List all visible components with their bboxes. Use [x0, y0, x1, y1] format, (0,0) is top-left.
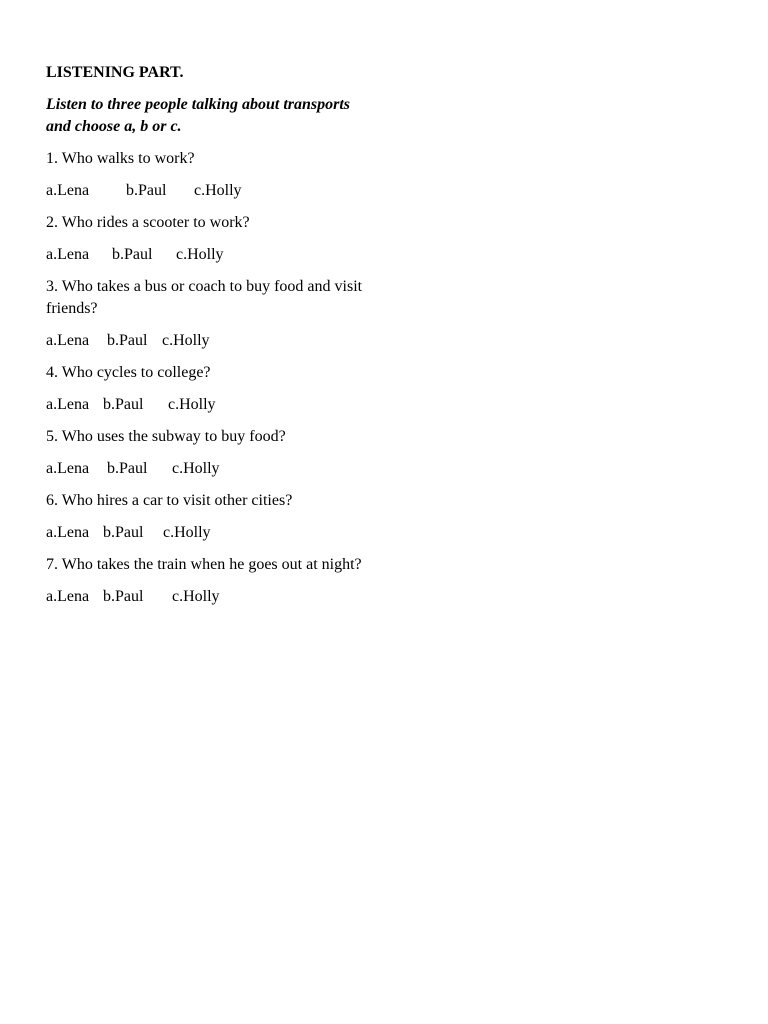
option-a: a.Lena	[46, 396, 90, 413]
answer-options	[46, 394, 376, 416]
option-a: a.Lena	[46, 460, 90, 477]
question-block	[46, 212, 376, 266]
question-text: 4. Who cycles to college?	[46, 364, 211, 381]
option-b: b.Paul	[107, 460, 148, 477]
instruction-text: Listen to three people talking about transports and choose a, b or c.	[46, 96, 351, 135]
option-b: b.Paul	[103, 524, 144, 541]
question-block	[46, 362, 376, 416]
option-a: a.Lena	[46, 588, 90, 605]
question-text: 7. Who takes the train when he goes out at night?	[46, 556, 362, 573]
option-c: c.Holly	[163, 524, 211, 541]
question-text: 5. Who uses the subway to buy food?	[46, 428, 286, 445]
option-c: c.Holly	[168, 396, 216, 413]
answer-options	[46, 458, 376, 480]
question-text: 2. Who rides a scooter to work?	[46, 214, 250, 231]
answer-options	[46, 244, 376, 266]
answer-options	[46, 522, 376, 544]
question-block	[46, 148, 376, 202]
section-heading: LISTENING PART.	[46, 64, 184, 81]
question-text: 1. Who walks to work?	[46, 150, 195, 167]
answer-options	[46, 586, 376, 608]
question-block	[46, 426, 376, 480]
option-b: b.Paul	[103, 588, 144, 605]
option-b: b.Paul	[126, 182, 167, 199]
question-text: 3. Who takes a bus or coach to buy food and visit friends?	[46, 278, 363, 317]
option-a: a.Lena	[46, 182, 90, 199]
question-text: 6. Who hires a car to visit other cities?	[46, 492, 293, 509]
option-a: a.Lena	[46, 524, 90, 541]
option-b: b.Paul	[103, 396, 144, 413]
question-block	[46, 490, 376, 544]
option-c: c.Holly	[172, 588, 220, 605]
option-c: c.Holly	[194, 182, 242, 199]
option-c: c.Holly	[172, 460, 220, 477]
option-a: a.Lena	[46, 246, 90, 263]
worksheet-content	[46, 62, 376, 618]
answer-options	[46, 330, 376, 352]
option-c: c.Holly	[176, 246, 224, 263]
option-b: b.Paul	[112, 246, 153, 263]
answer-options	[46, 180, 376, 202]
question-block	[46, 276, 376, 352]
option-b: b.Paul	[107, 332, 148, 349]
option-c: c.Holly	[162, 332, 210, 349]
option-a: a.Lena	[46, 332, 90, 349]
question-block	[46, 554, 376, 608]
